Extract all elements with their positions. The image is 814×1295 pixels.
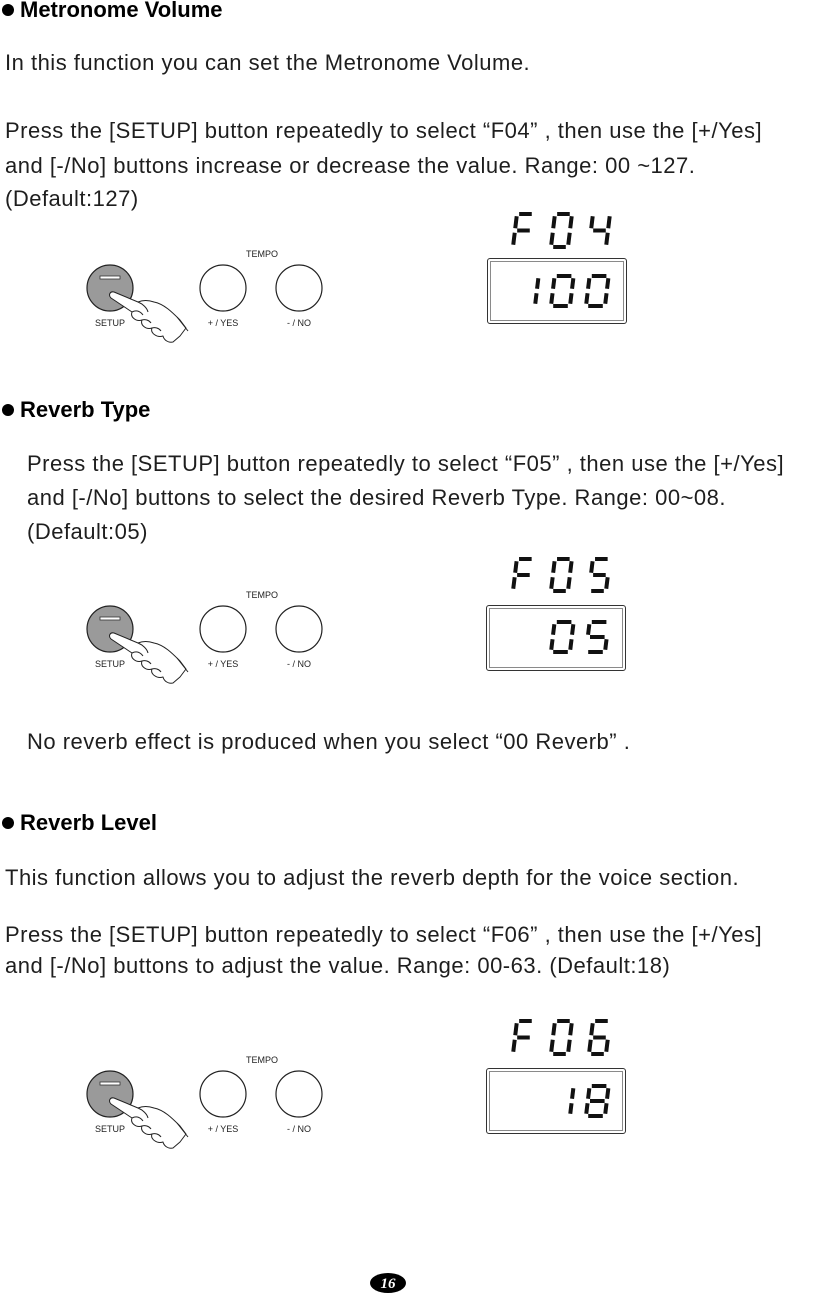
segment-f [588, 278, 589, 289]
tempo-label: TEMPO [245, 1055, 279, 1065]
display-digit [513, 214, 532, 245]
instruction-line: Press the [SETUP] button repeatedly to select “F05” , then use the [+/Yes] [27, 451, 785, 476]
function-code-display [505, 556, 620, 600]
segment-e [513, 233, 514, 245]
section-heading-metronome-volume [2, 0, 223, 23]
instruction-line: Press the [SETUP] button repeatedly to select “F04” , then use the [+/Yes] [5, 118, 763, 143]
display-digit [591, 559, 607, 591]
display-digit [551, 276, 573, 306]
segment-e [586, 293, 587, 304]
segment-c [606, 577, 607, 589]
segment-c [568, 233, 569, 245]
yes-label: + / YES [207, 318, 239, 328]
segment-c [605, 1103, 606, 1114]
segment-c [605, 639, 606, 650]
button-diagram [80, 581, 330, 691]
segment-c [606, 233, 607, 245]
setup-label: SETUP [94, 659, 126, 669]
display-digit [586, 276, 608, 306]
tempo-label: TEMPO [245, 590, 279, 600]
led-indicator [100, 617, 120, 620]
page-number-badge [368, 1272, 408, 1294]
note-text: No reverb effect is produced when you select “00 Reverb” . [27, 729, 631, 754]
segment-e [586, 1103, 587, 1114]
segment-b [570, 561, 571, 573]
no-label: - / NO [287, 659, 311, 669]
instruction-line: and [-/No] buttons increase or decrease the value. Range: 00 ~127. [5, 153, 696, 178]
intro-text: In this function you can set the Metronome Volume. [5, 50, 531, 75]
segment-c [568, 577, 569, 589]
lcd-value-display [487, 1069, 623, 1131]
yes-button [200, 265, 246, 311]
segment-f [553, 278, 554, 289]
display-digit [586, 1086, 608, 1116]
segment-f [591, 216, 592, 228]
led-indicator [100, 1082, 120, 1085]
display-digit [513, 1021, 532, 1052]
bullet-icon [2, 404, 14, 416]
yes-button [200, 1071, 246, 1117]
display-digit [551, 622, 573, 652]
led-indicator [100, 276, 120, 279]
segment-b [607, 1088, 608, 1099]
button-diagram [80, 1046, 330, 1156]
segment-e [513, 1040, 514, 1052]
segment-f [588, 1088, 589, 1099]
section-heading-reverb-type [2, 397, 150, 423]
setup-label: SETUP [94, 318, 126, 328]
display-digit [551, 214, 571, 247]
segment-f [515, 216, 516, 228]
no-button [276, 1071, 322, 1117]
segment-c [570, 293, 571, 304]
lcd-screen [487, 258, 627, 324]
function-code-display [505, 1018, 620, 1062]
segment-c [606, 1040, 607, 1052]
instruction-line: and [-/No] buttons to adjust the value. Range: 00-63. (Default:18) [5, 953, 671, 978]
default-value-text: (Default:127) [5, 186, 139, 211]
segment-b [570, 216, 571, 228]
segment-c [535, 293, 536, 304]
display-digit [570, 1088, 573, 1114]
display-digit [513, 559, 531, 589]
instruction-line: and [-/No] buttons to select the desired Reverb Type. Range: 00~08. [27, 485, 727, 510]
heading-text: Reverb Type [20, 397, 151, 422]
segment-c [605, 293, 606, 304]
bullet-icon [2, 4, 14, 16]
display-digit [551, 559, 571, 591]
segment-f [515, 1023, 516, 1035]
segment-e [551, 233, 552, 245]
instruction-line: Press the [SETUP] button repeatedly to select “F06” , then use the [+/Yes] [5, 922, 763, 947]
control-panel [80, 1046, 330, 1156]
lcd-screen [486, 1068, 626, 1134]
intro-text: This function allows you to adjust the reverb depth for the voice section. [5, 865, 740, 890]
segment-f [591, 561, 592, 573]
segment-f [553, 216, 554, 228]
page-number: 16 [380, 1276, 396, 1292]
segment-f [588, 624, 589, 635]
segment-b [608, 216, 609, 228]
segment-f [515, 561, 516, 573]
no-button [276, 606, 322, 652]
segment-b [570, 1023, 571, 1035]
function-code-display [505, 211, 620, 255]
yes-label: + / YES [207, 1124, 239, 1134]
segment-c [570, 1103, 571, 1114]
lcd-value-display [487, 606, 623, 668]
display-digit [551, 1021, 571, 1054]
no-label: - / NO [287, 1124, 311, 1134]
setup-label: SETUP [94, 1124, 126, 1134]
segment-b [572, 278, 573, 289]
lcd-value-display [488, 259, 624, 321]
yes-label: + / YES [207, 659, 239, 669]
bullet-icon [2, 817, 14, 829]
segment-c [568, 1040, 569, 1052]
segment-b [537, 278, 538, 289]
segment-c [570, 639, 571, 650]
segment-e [551, 293, 552, 304]
no-button [276, 265, 322, 311]
display-digit [589, 1021, 608, 1054]
control-panel [80, 581, 330, 691]
segment-f [553, 561, 554, 573]
heading-text: Reverb Level [20, 810, 157, 835]
segment-e [551, 639, 552, 650]
segment-b [572, 1088, 573, 1099]
no-label: - / NO [287, 318, 311, 328]
button-diagram [80, 240, 330, 350]
default-value-text: (Default:05) [27, 519, 148, 544]
control-panel [80, 240, 330, 350]
display-digit [588, 622, 606, 652]
segment-f [591, 1023, 592, 1035]
segment-f [553, 1023, 554, 1035]
segment-e [551, 577, 552, 589]
display-digit [535, 278, 538, 304]
segment-e [589, 1040, 590, 1052]
yes-button [200, 606, 246, 652]
lcd-screen [486, 605, 626, 671]
segment-e [551, 1040, 552, 1052]
segment-e [513, 577, 514, 589]
heading-text: Metronome Volume [20, 0, 223, 22]
segment-b [607, 278, 608, 289]
segment-f [553, 624, 554, 635]
segment-b [572, 624, 573, 635]
section-heading-reverb-level [2, 810, 157, 836]
tempo-label: TEMPO [245, 249, 279, 259]
display-digit [591, 216, 609, 245]
